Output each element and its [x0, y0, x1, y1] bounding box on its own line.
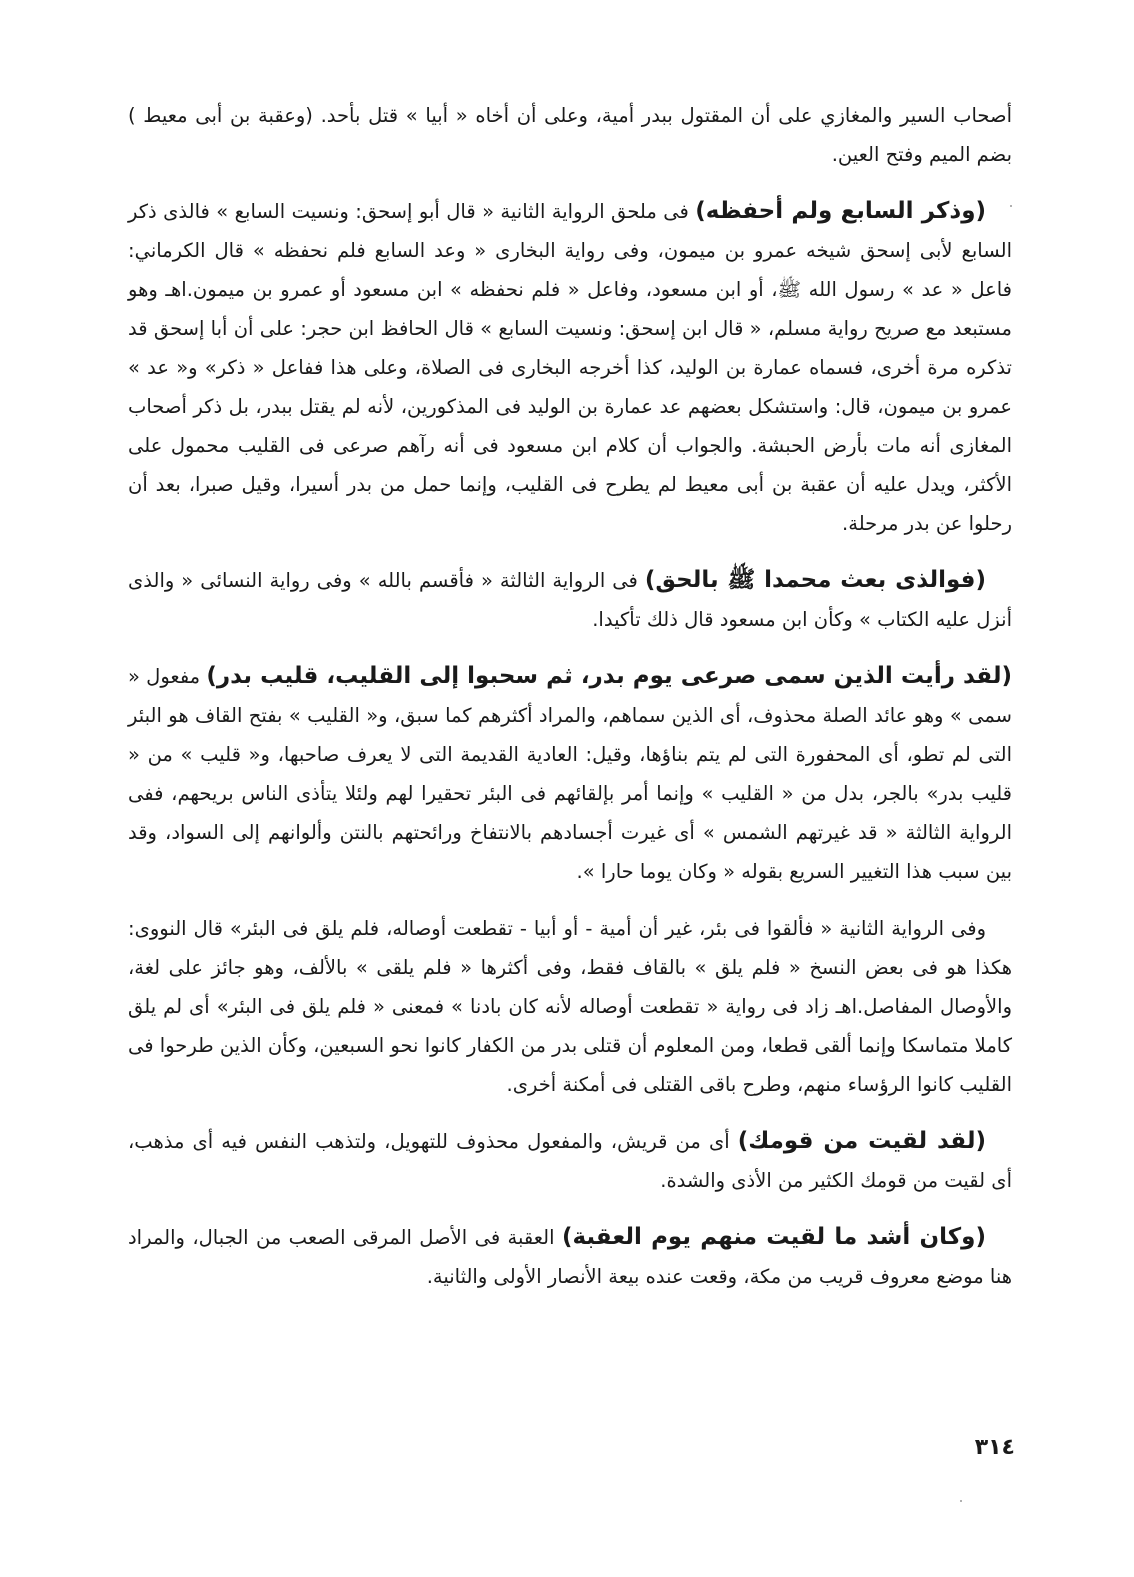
paragraph-seventh-not-remembered	[128, 192, 1012, 543]
paragraph-aqaba	[128, 1218, 1012, 1296]
paragraph-text: فى الرواية الثالثة « فأقسم بالله » وفى رواية النسائى « والذى أنزل عليه الكتاب » وكأن ابن مسعود قال ذلك تأكيدا.	[128, 569, 1012, 631]
lemma-heading: (فوالذى بعث محمدا ﷺ بالحق)	[644, 567, 986, 593]
paragraph-text: أصحاب السير والمغازي على أن المقتول ببدر أمية، وعلى أن أخاه « أبيا » قتل بأحد. (وعقبة بن أبى معيط ) بضم الميم وفتح العين.	[128, 104, 1012, 166]
page-number: ٣١٤	[974, 1435, 1015, 1460]
paragraph-text: فى ملحق الرواية الثانية « قال أبو إسحق: ونسيت السابع » فالذى ذكر السابع لأبى إسحق شيخه عمرو بن ميمون، وفى رواية البخارى « وعد السابع فلم نحفظه » قال الكرماني: فاعل « عد » رسول الله ﷺ، أو ابن مسعود، وفاعل « فلم نحفظه » ابن مسعود أو عمرو بن ميمون.اهـ وهو مستبعد مع صريح رواية مسلم، « قال ابن إسحق: ونسيت السابع » قال الحافظ ابن حجر: على أن أبا إسحق قد تذكره مرة أخرى، فسماه عمارة بن الوليد، كذا أخرجه البخارى فى الصلاة، وعلى هذا ففاعل « ذكر» و« عد » عمرو بن ميمون، قال: واستشكل بعضهم عد عمارة بن الوليد فى المذكورين، لأنه لم يقتل ببدر، بل ذكر أصحاب المغازى أنه مات بأرض الحبشة. والجواب أن كلام ابن مسعود فى أنه رآهم صرعى فى القليب محمول على الأكثر، ويدل عليه أن عقبة بن أبى معيط لم يطرح فى القليب، وإنما حمل من بدر أسيرا، وقيل صبرا، بعد أن رحلوا عن بدر مرحلة.	[128, 200, 1012, 535]
scan-speck	[1010, 205, 1012, 207]
paragraph-second-narration	[128, 909, 1012, 1104]
scan-speck	[960, 1500, 962, 1502]
paragraph-text: وفى الرواية الثانية « فألقوا فى بئر، غير أن أمية - أو أبيا - تقطعت أوصاله، فلم يلق فى البئر» قال النووى: هكذا هو فى بعض النسخ « فلم يلق » بالقاف فقط، وفى أكثرها « فلم يلقى » بالألف، وهو جائز على لغة، والأوصال المفاصل.اهـ زاد فى رواية « تقطعت أوصاله لأنه كان بادنا » فمعنى « فلم يلق فى البئر» أى لم يلق كاملا متماسكا وإنما ألقى قطعا، ومن المعلوم أن قتلى بدر من الكفار كانوا نحو السبعين، وكأن الذين طرحوا فى القليب كانوا الرؤساء منهم، وطرح باقى القتلى فى أمكنة أخرى.	[128, 917, 1012, 1096]
paragraph-text: العقبة فى الأصل المرقى الصعب من الجبال، والمراد هنا موضع معروف قريب من مكة، وقعت عنده بيعة الأنصار الأولى والثانية.	[128, 1226, 1012, 1288]
paragraph-continuation	[128, 96, 1012, 174]
paragraph-your-people	[128, 1122, 1012, 1200]
lemma-heading: (لقد رأيت الذين سمى صرعى يوم بدر، ثم سحبوا إلى القليب، قليب بدر)	[206, 663, 1012, 689]
paragraph-qalib-badr	[128, 657, 1012, 891]
paragraph-oath	[128, 561, 1012, 639]
paragraph-text: مفعول « سمى » وهو عائد الصلة محذوف، أى الذين سماهم، والمراد أكثرهم كما سبق، و« القليب » بفتح القاف هو البئر التى لم تطو، أى المحفورة التى لم يتم بناؤها، وقيل: العادية القديمة التى لا يعرف صاحبها، و« قليب » من « قليب بدر» بالجر، بدل من « القليب » وإنما أمر بإلقائهم فى البئر تحقيرا لهم ولئلا يتأذى الناس بريحهم، ففى الرواية الثالثة « قد غيرتهم الشمس » أى غيرت أجسادهم بالانتفاخ ورائحتهم بالنتن وألوانهم إلى السواد، وقد بين سبب هذا التغيير السريع بقوله « وكان يوما حارا ».	[128, 665, 1012, 883]
paragraph-text: أى من قريش، والمفعول محذوف للتهويل، ولتذهب النفس فيه أى مذهب، أى لقيت من قومك الكثير من الأذى والشدة.	[128, 1130, 1012, 1192]
page-body	[128, 96, 1012, 1296]
lemma-heading: (وذكر السابع ولم أحفظه)	[695, 198, 987, 224]
lemma-heading: (لقد لقيت من قومك)	[737, 1128, 987, 1154]
lemma-heading: (وكان أشد ما لقيت منهم يوم العقبة)	[561, 1224, 986, 1250]
